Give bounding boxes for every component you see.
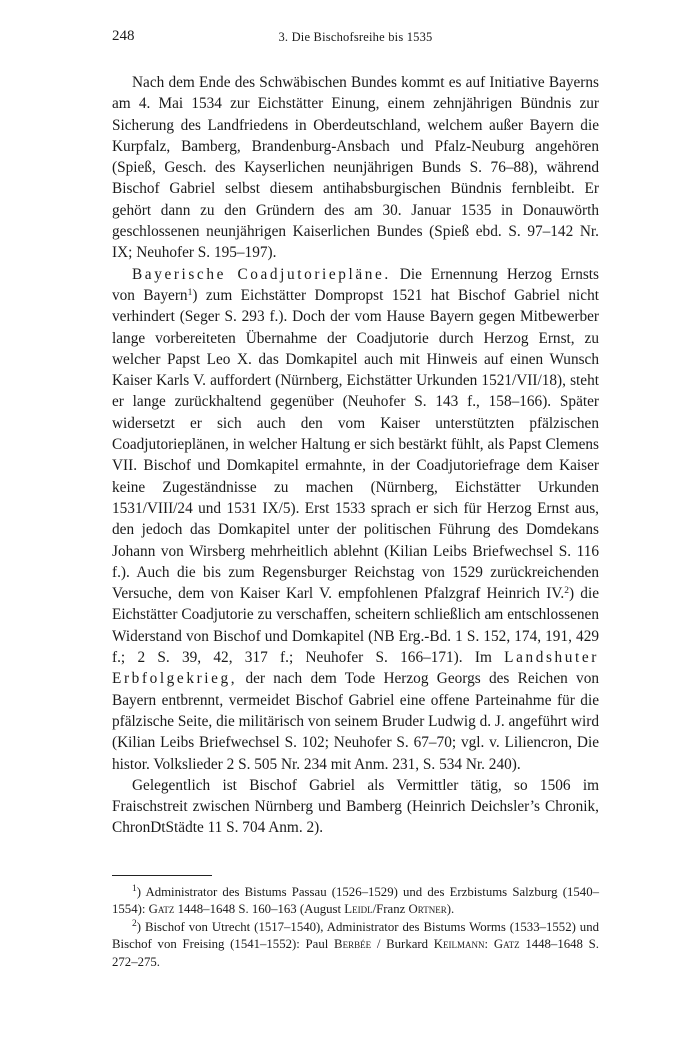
running-title: 3. Die Bischofsreihe bis 1535 (278, 30, 433, 44)
author-name: Ortner (408, 902, 447, 917)
page-header (112, 28, 599, 52)
footnote-ref-1[interactable]: 1 (187, 287, 193, 298)
footnote-divider (112, 875, 212, 876)
main-text (112, 72, 599, 839)
author-name: Gatz (148, 902, 175, 917)
text-run: ) die Eichstätter Coadjutorie zu verschaffen, scheitern schließlich am entschlossenen Widerstand von Bischof und Domkapitel (NB Erg.-Bd. 1 S. 152, 174, 191, 429 f.; 2 S. 39, 42, 317 f.; Neuhofer S. 166–171). Im (112, 585, 599, 667)
paragraph-coadjutorieplaene (112, 264, 599, 775)
text-run: ) Bischof von Utrecht (1517–1540), Administrator des Bistums Worms (1533–1552) und Bischof von Freising (1541–1552): Paul (112, 919, 599, 952)
footnote-mark-1: 1 (132, 883, 137, 894)
author-name: Leidl (344, 902, 373, 917)
author-name: Gatz (493, 937, 520, 952)
footnote-2 (112, 919, 599, 972)
paragraph-vermittler: Gelegentlich ist Bischof Gabriel als Vermittler tätig, so 1506 im Fraischstreit zwischen Nürnberg und Bamberg (Heinrich Deichsler’s Chronik, ChronDtStädte 11 S. 704 Anm. 2). (112, 776, 599, 837)
text-run: 1448–1648 S. 272–275. (112, 937, 599, 970)
text-run: Die Ernennung Herzog Ernsts von Bayern (112, 265, 600, 304)
text-run: / Burkard (371, 937, 434, 952)
footnote-mark-2: 2 (132, 918, 137, 929)
text-run: ). (446, 902, 455, 917)
text-run: der nach dem Tode Herzog Georgs des Reichen von Bayern entbrennt, vermeidet Bischof Gabriel eine offene Parteinahme für die pfälzische Seite, die militärisch von seinem Bruder Ludwig d. J. angeführt wird (Kilian Leibs Briefwechsel S. 102; Neuhofer S. 67–70; vgl. v. Liliencron, Die histor. Volkslieder 2 S. 505 Nr. 234 mit Anm. 231, S. 534 Nr. 240). (112, 670, 599, 773)
footnote-1 (112, 884, 599, 919)
section-heading-erbfolgekrieg: Landshuter Erbfolgekrieg, (112, 649, 599, 688)
footnote-ref-2[interactable]: 2 (564, 586, 569, 597)
text-run: /Franz (372, 902, 409, 917)
page-number: 248 (112, 28, 135, 44)
author-name: Keilmann (433, 937, 485, 952)
text-run: ) zum Eichstätter Dompropst 1521 hat Bischof Gabriel nicht verhindert (Seger S. 293 f.). Doch der vom Hause Bayern gegen Mitbewerber lange vorbereiteten Übernahme der Coadjutorie durch Herzog Ernst, zu welcher Papst Leo X. das Domkapitel auch mit Hinweis auf einen Wunsch Kaiser Karls V. auffordert (Nürnberg, Eichstätter Urkunden 1521/VII/18), steht er lange zurückhaltend gegenüber (Neuhofer S. 143 f., 158–166). Später widersetzt er sich auch den vom Kaiser unterstützten pfälzischen Coadjutorieplänen, in welcher Haltung er sich bestärkt fühlt, als Papst Clemens VII. Bischof und Domkapitel ermahnte, in der Coadjutoriefrage dem Kaiser keine Zugeständnisse zu machen (Nürnberg, Eichstätter Urkunden 1531/VIII/24 und 1531 IX/5). Erst 1533 sprach er sich für Herzog Ernst aus, den jedoch das Domkapitel unter der politischen Führung des Domdekans Johann von Wirsberg mehrheitlich ablehnt (Kilian Leibs Briefwechsel S. 116 f.). Auch die bis zum Regensburger Reichstag von 1529 zurückreichenden Versuche, dem von Kaiser Karl V. empfohlenen Pfalzgraf Heinrich IV. (112, 286, 599, 603)
author-name: Berbée (334, 937, 372, 952)
text-run: 1448–1648 S. 160–163 (August (174, 902, 345, 917)
paragraph-schwaebischer-bund: Nach dem Ende des Schwäbischen Bundes kommt es auf Initiative Bayerns am 4. Mai 1534 zur Eichstätter Einung, einem zehnjährigen Bündnis zur Sicherung des Landfriedens in Oberdeutschland, welchem außer Bayern die Kurpfalz, Bamberg, Brandenburg-Ansbach und Pfalz-Neuburg angehören (Spieß, Gesch. des Kayserlichen neunjährigen Bunds S. 76–88), während Bischof Gabriel selbst diesem antihabsburgischen Bündnis fernbleibt. Er gehört dann zu den Gründern des am 30. Januar 1535 in Donauwörth geschlossenen neunjährigen Kaiserlichen Bundes (Spieß ebd. S. 97–142 Nr. IX; Neuhofer S. 195–197). (112, 74, 599, 262)
text-run: ) Administrator des Bistums Passau (1526–1529) und des Erzbistums Salzburg (1540–1554): (112, 884, 599, 917)
footnotes (112, 884, 599, 972)
book-page (112, 28, 599, 972)
text-run: : (484, 937, 494, 952)
section-heading-coadjutorieplaene: Bayerische Coadjutoriepläne. (132, 265, 391, 283)
